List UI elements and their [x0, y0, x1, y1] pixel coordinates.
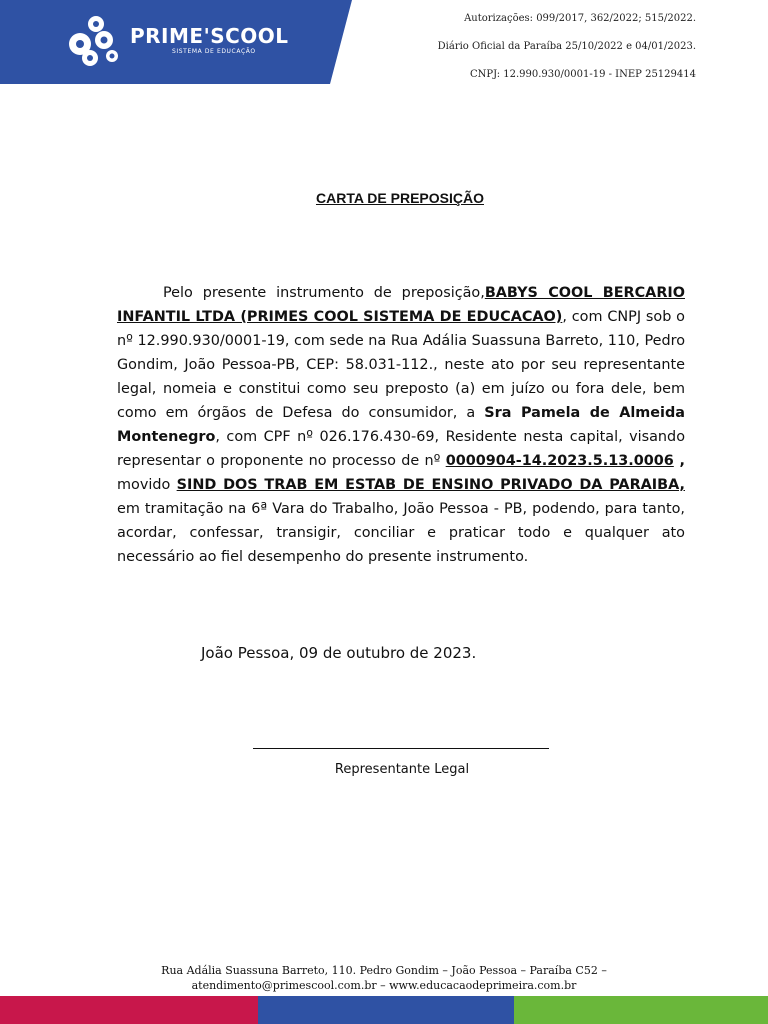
document-title: CARTA DE PREPOSIÇÃO: [315, 190, 484, 206]
header-cnpj: CNPJ: 12.990.930/0001-19 - INEP 25129414: [469, 69, 696, 80]
header-authorizations: Autorizações: 099/2017, 362/2022; 515/2022.: [464, 13, 696, 24]
header-banner: [0, 0, 360, 84]
header-diario-oficial: Diário Oficial da Paraíba 25/10/2022 e 04/01/2023.: [437, 41, 696, 52]
body-closing: em tramitação na 6ª Vara do Trabalho, João Pessoa - PB, podendo, para tanto, acordar, confessar, transigir, conciliar e praticar todo e qualquer ato necessário ao fiel desempenho do presente instrumento.: [117, 501, 685, 565]
signature-label: Representante Legal: [334, 762, 470, 777]
brand-name: PRIME'SCOOL: [130, 24, 289, 48]
footer-text: [0, 963, 768, 993]
body-preposto-details: , com CPF nº 026.176.430-69, Residente nesta capital, visando representar o proponente no processo de nº: [117, 429, 685, 469]
document-body: [117, 281, 685, 569]
footer-bar-green: [514, 996, 768, 1024]
footer-color-bar: [0, 996, 768, 1024]
footer-bar-red: [0, 996, 258, 1024]
date-line: João Pessoa, 09 de outubro de 2023.: [201, 644, 477, 662]
brand-tagline: SISTEMA DE EDUCAÇÃO: [172, 48, 256, 55]
process-number: 0000904-14.2023.5.13.0006: [445, 453, 674, 469]
preposto-name: Sra Pamela de Almeida Montenegro: [117, 405, 686, 445]
signature-line: [253, 748, 549, 749]
body-paragraph: [117, 281, 685, 569]
plaintiff-name: SIND DOS TRAB EM ESTAB DE ENSINO PRIVADO DA PARAIBA,: [176, 477, 685, 493]
body-company-details: , com CNPJ sob o nº 12.990.930/0001-19, com sede na Rua Adália Suassuna Barreto, 110, Pedro Gondim, João Pessoa-PB, CEP: 58.031-112., neste ato por seu representante legal, nomeia e constitui como seu preposto (a) em juízo ou fora dele, bem como em órgãos de Defesa do consumidor, a: [117, 309, 685, 421]
header-info: [376, 10, 696, 94]
company-name: BABYS COOL BERCARIO INFANTIL LTDA (PRIMES COOL SISTEMA DE EDUCACAO): [117, 285, 685, 325]
footer-bar-blue: [258, 996, 514, 1024]
body-moved-by: movido: [117, 477, 177, 493]
primescool-logo-icon: [66, 14, 126, 70]
footer-address: Rua Adália Suassuna Barreto, 110. Pedro Gondim – João Pessoa – Paraíba C52 –: [161, 964, 607, 977]
footer-contact: atendimento@primescool.com.br – www.educacaodeprimeira.com.br: [191, 979, 577, 992]
body-intro: Pelo presente instrumento de preposição,: [163, 285, 485, 301]
process-separator: ,: [673, 453, 685, 469]
